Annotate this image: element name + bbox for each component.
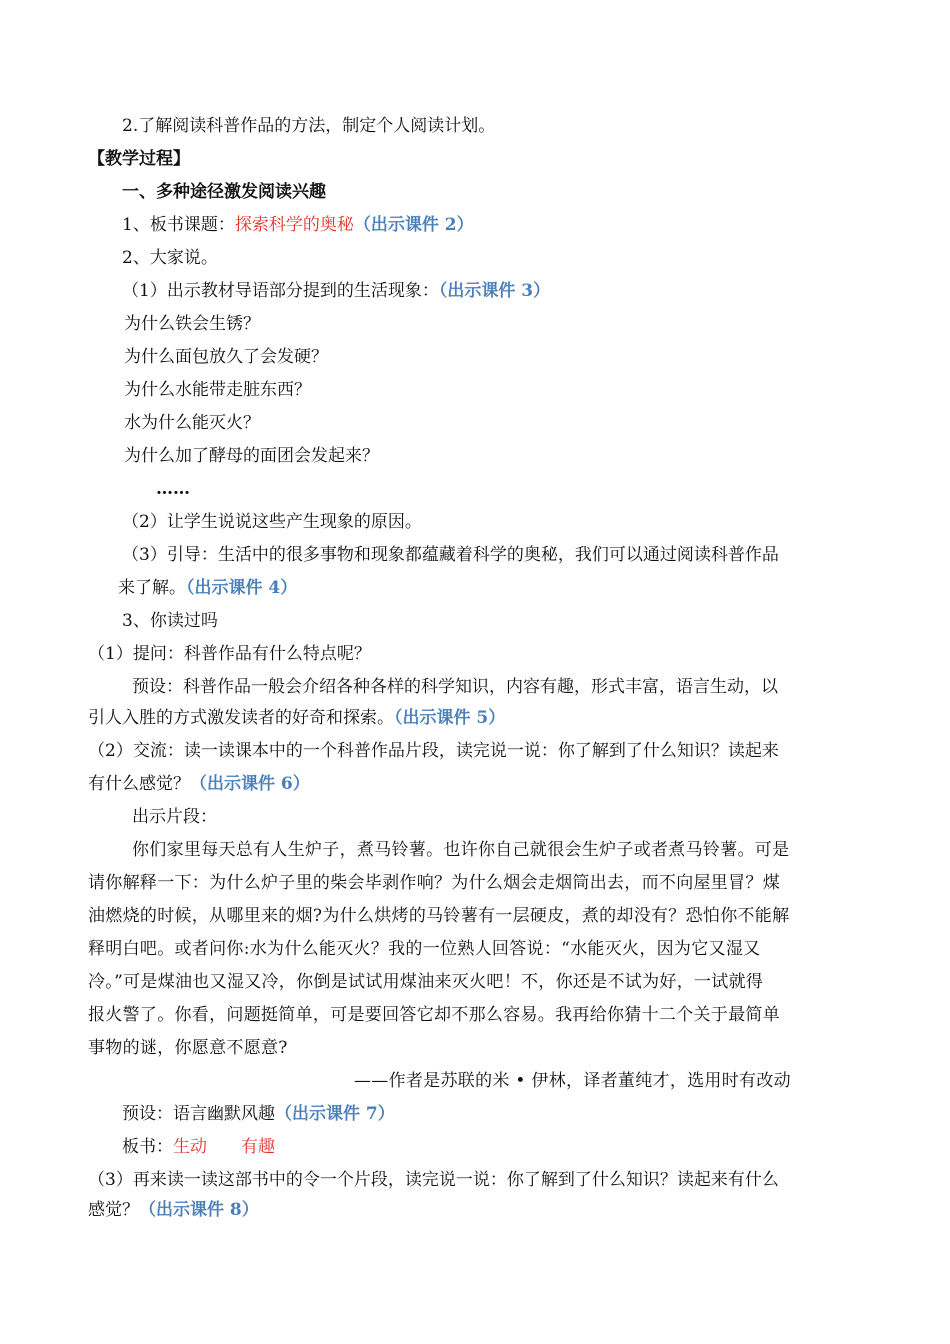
question-item: 为什么水能带走脏东西？	[124, 380, 311, 400]
step-2: 2、大家说。	[122, 248, 218, 268]
courseware-tag-5: （出示课件 5）	[394, 708, 506, 728]
step-3-3-line-2	[88, 1198, 259, 1222]
courseware-tag-3: （出示课件 3）	[438, 281, 551, 301]
question-item: 为什么加了酵母的面团会发起来？	[124, 446, 379, 466]
question-item: 为什么铁会生锈？	[124, 314, 260, 334]
step-2-3-line-1: （3）引导：生活中的很多事物和现象都蕴藏着科学的奥秘，我们可以通过阅读科普作品	[122, 545, 779, 565]
board-word-interesting: 有趣	[241, 1137, 275, 1157]
courseware-tag-4: （出示课件 4）	[186, 578, 298, 598]
lesson-title: 探索科学的奥秘	[234, 215, 354, 235]
step-2-1-line	[122, 279, 550, 303]
ellipsis: ……	[156, 479, 190, 499]
step-3: 3、你读过吗	[122, 611, 218, 631]
excerpt-line: 请你解释一下：为什么炉子里的柴会毕剥作响？为什么烟会走烟筒出去，而不向屋里冒？煤	[88, 873, 780, 893]
step-3-1-preset-line-1: 预设：科普作品一般会介绍各种各样的科学知识，内容有趣，形式丰富，语言生动，以	[132, 677, 778, 697]
question-item: 水为什么能灭火？	[124, 413, 260, 433]
process-heading: 【教学过程】	[88, 149, 190, 169]
excerpt-attribution: ——作者是苏联的米 • 伊林，译者董纯才，选用时有改动	[354, 1071, 791, 1091]
step-3-2-line-2	[88, 772, 310, 796]
excerpt-line: 冷。”可是煤油也又湿又冷，你倒是试试用煤油来灭火吧！不，你还是不试为好，一试就得	[88, 972, 764, 992]
courseware-tag-2: （出示课件 2）	[353, 215, 474, 235]
excerpt-line: 油燃烧的时候，从哪里来的烟?为什么烘烤的马铃薯有一层硬皮，煮的却没有？恐怕你不能解	[88, 906, 790, 926]
step-2-1-text: （1）出示教材导语部分提到的生活现象：	[122, 281, 439, 301]
goal-2: 2.了解阅读科普作品的方法，制定个人阅读计划。	[122, 116, 496, 136]
excerpt-line: 事物的谜，你愿意不愿意?	[88, 1038, 288, 1058]
step-3-2-line-1: （2）交流：读一读课本中的一个科普作品片段，读完说一说：你了解到了什么知识？读起来	[88, 741, 779, 761]
step-3-1: （1）提问：科普作品有什么特点呢？	[88, 644, 371, 664]
step-1-line	[122, 213, 474, 237]
step-3-1-preset-text: 引人入胜的方式激发读者的好奇和探索。	[88, 708, 394, 728]
courseware-tag-6: （出示课件 6）	[190, 774, 310, 794]
step-3-3-text: 感觉？	[88, 1200, 139, 1220]
step-2-3-text: 来了解。	[118, 578, 186, 598]
step-2-3-line-2	[118, 576, 297, 600]
step-3-3-line-1: （3）再来读一读这部书中的令一个片段，读完说一说：你了解到了什么知识？读起来有什么	[88, 1170, 779, 1190]
board-label: 板书：	[122, 1137, 173, 1157]
step-1-prefix: 1、板书课题：	[122, 215, 235, 235]
excerpt-label: 出示片段：	[132, 807, 217, 827]
step-3-1-preset-line-2	[88, 706, 505, 730]
preset-2-line	[122, 1102, 395, 1126]
board-word-vivid: 生动	[173, 1137, 207, 1157]
step-2-2: （2）让学生说说这些产生现象的原因。	[122, 512, 422, 532]
courseware-tag-7: （出示课件 7）	[275, 1104, 395, 1124]
section-1-heading: 一、多种途径激发阅读兴趣	[122, 182, 326, 202]
step-3-2-text: 有什么感觉？	[88, 774, 190, 794]
preset-2-text: 预设：语言幽默风趣	[122, 1104, 275, 1124]
question-item: 为什么面包放久了会发硬？	[124, 347, 328, 367]
excerpt-line: 你们家里每天总有人生炉子，煮马铃薯。也许你自己就很会生炉子或者煮马铃薯。可是	[132, 840, 790, 860]
courseware-tag-8: （出示课件 8）	[139, 1200, 259, 1220]
board-writing-line	[122, 1135, 275, 1159]
excerpt-line: 释明白吧。或者问你:水为什么能灭火？我的一位熟人回答说：“水能灭火，因为它又湿又	[88, 939, 761, 959]
excerpt-line: 报火警了。你看，问题挺简单，可是要回答它却不那么容易。我再给你猜十二个关于最简单	[88, 1005, 780, 1025]
